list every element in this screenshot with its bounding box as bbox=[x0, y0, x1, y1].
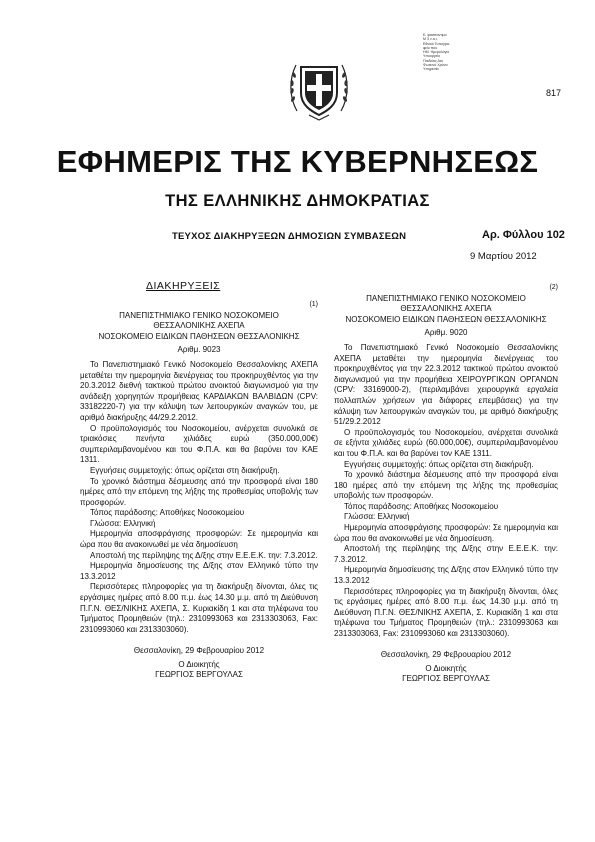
issue-date: 9 Μαρτίου 2012 bbox=[470, 251, 537, 262]
notice-number: (2) bbox=[549, 284, 558, 291]
notice-heading: ΝΟΣΟΚΟΜΕΙΟ ΕΙΔΙΚΩΝ ΠΑΘΗΣΕΩΝ ΘΕΣΣΑΛΟΝΙΚΗΣ bbox=[345, 314, 547, 324]
stamp-line: Παιδείας Δια bbox=[423, 58, 443, 63]
signatory-role: Ο Διοικητής bbox=[425, 663, 467, 673]
stamp-line: Φωτεινό Χρόνα bbox=[423, 63, 448, 68]
signatory-name: ΓΕΩΡΓΙΟΣ ΒΕΡΓΟΥΛΑΣ bbox=[402, 674, 490, 684]
section-heading: ΔΙΑΚΗΡΥΞΕΙΣ bbox=[146, 280, 221, 292]
notice-paragraph: Το Πανεπιστημιακό Γενικό Νοσοκομείο Θεσσαλονίκης ΑΧΕΠΑ μεταθέτει την ημερομηνία διενέργειας του προκηρυχθέντος για την 20.3.2012 διεθνή τακτικού πρώτου ανοικτού διαγωνισμού για την ανάδειξη χορηγητών προμήθειας ΚΑΡΔΙΑΚΩΝ ΒΑΛΒΙΔΩΝ (CPV: 33182220-7) για την κάλυψη των λειτουργικών αναγκών του, με αριθμό διακήρυξης 44/29.2.2012. bbox=[80, 359, 318, 422]
notice-paragraph: Αποστολή της περίληψης της Δ/ξης στην Ε.Ε.Ε.Κ. την: 7.3.2012. bbox=[90, 550, 318, 560]
notice-paragraph: Το χρονικό διάστημα δέσμευσης από την προσφορά είναι 180 ημέρες από την επόμενη της λήξης της προθεσμίας υποβολής των προσφορών. bbox=[80, 476, 318, 507]
stamp-line: Εθνικό Τυπογρα- bbox=[423, 41, 451, 46]
notice-paragraph: Ημερομηνία δημοσίευσης της Δ/ξης στον Ελληνικό τύπο την 13.3.2012 bbox=[334, 565, 558, 586]
notice-paragraph: Ημερομηνία δημοσίευσης της Δ/ξης στον Ελληνικό τύπο την 13.3.2012 bbox=[80, 561, 318, 581]
notice-paragraph: Περισσότερες πληροφορίες για τη διακήρυξη δίνονται, όλες τις εργάσιμες ημέρες από 8.00 π.μ. έως 14.30 μ.μ. από τη Διεύθυνση Π.Γ.Ν. ΘΕΣ/ΝΙΚΗΣ ΑΧΕΠΑ, Σ. Κυριακίδη 1 και στα τηλέφωνα του Τμήματος Προμηθειών (τηλ.: 2310993063 και 2313303063, Fax: 2310993060 και 2313303060). bbox=[334, 586, 558, 638]
stamp-line: φείο που bbox=[423, 45, 438, 50]
notice-paragraph: Ο προϋπολογισμός του Νοσοκομείου, ανέρχεται συνολικά σε τριακόσιες πενήντα χιλιάδες ευρώ (350.000,00€) συμπεριλαμβανομένου και του Φ.Π.Α. και θα βαρύνει τον ΚΑΕ 1311. bbox=[80, 423, 318, 465]
notice-paragraph: Γλώσσα: Ελληνική bbox=[90, 518, 156, 528]
notice-heading: ΠΑΝΕΠΙΣΤΗΜΙΑΚΟ ΓΕΝΙΚΟ ΝΟΣΟΚΟΜΕΙΟ bbox=[119, 310, 279, 320]
gazette-title: ΕΦΗΜΕΡΙΣ ΤΗΣ ΚΥΒΕΡΝΗΣΕΩΣ bbox=[56, 144, 539, 179]
notice-number: (1) bbox=[309, 301, 318, 308]
notice-paragraph: Τόπος παράδοσης: Αποθήκες Νοσοκομείου bbox=[344, 501, 499, 511]
notice-paragraph: Το χρονικό διάστημα δέσμευσης από την προσφορά είναι 180 ημέρες από την επόμενη της λήξης της προθεσμίας υποβολής των προσφορών. bbox=[334, 470, 558, 501]
notice-paragraph: Ημερομηνία αποσφράγισης προσφορών: Σε ημερομηνία και ώρα που θα ανακοινωθεί με νέα δημοσίευση. bbox=[334, 523, 558, 543]
signature-place-date: Θεσσαλονίκη, 29 Φεβρουαρίου 2012 bbox=[380, 650, 512, 660]
page-number: 817 bbox=[546, 88, 562, 98]
signature-place-date: Θεσσαλονίκη, 29 Φεβρουαρίου 2012 bbox=[133, 646, 265, 655]
signatory-role: Ο Διοικητής bbox=[178, 659, 220, 669]
notice-paragraph: Εγγυήσεις συμμετοχής: όπως ορίζεται στη διακήρυξη. bbox=[344, 459, 534, 469]
notice-paragraph: Εγγυήσεις συμμετοχής: όπως ορίζεται στη διακήρυξη. bbox=[90, 465, 280, 475]
stamp-line: Ε. φασπαντιμο bbox=[423, 33, 447, 37]
stamp-line: ΗΜ. Ημερολόγιο bbox=[423, 50, 450, 55]
signatory-name: ΓΕΩΡΓΙΟΣ ΒΕΡΓΟΥΛΑΣ bbox=[155, 670, 243, 680]
notice-paragraph: Τόπος παράδοσης: Αποθήκες Νοσοκομείου bbox=[90, 508, 245, 518]
notice-reference: Αριθμ. 9020 bbox=[424, 328, 468, 338]
publication-stamp bbox=[423, 33, 471, 72]
notice-right bbox=[334, 283, 558, 685]
stamp-line: Μ 3 ν.α.ι. bbox=[423, 37, 438, 42]
notice-reference: Αριθμ. 9023 bbox=[177, 345, 221, 355]
notice-heading: ΝΟΣΟΚΟΜΕΙΟ ΕΙΔΙΚΩΝ ΠΑΘΗΣΕΩΝ ΘΕΣΣΑΛΟΝΙΚΗΣ bbox=[98, 331, 300, 341]
notice-heading: ΘΕΣΣΑΛΟΝΙΚΗΣ ΑΧΕΠΑ bbox=[153, 321, 245, 331]
sheet-number: Αρ. Φύλλου 102 bbox=[482, 229, 565, 241]
stamp-line: Υπουργείο bbox=[423, 54, 441, 59]
stamp-line: Υπηρεσία bbox=[423, 67, 439, 72]
gazette-subtitle: ΤΗΣ ΕΛΛΗΝΙΚΗΣ ΔΗΜΟΚΡΑΤΙΑΣ bbox=[165, 192, 430, 210]
notice-paragraph: Περισσότερες πληροφορίες για τη διακήρυξη δίνονται, όλες τις εργάσιμες ημέρες από 8.00 π.μ. έως 14.30 μ.μ. από τη Διεύθυνση Π.Γ.Ν. ΘΕΣ/ΝΙΚΗΣ ΑΧΕΠΑ, Σ. Κυριακίδη 1 και στα τηλέφωνα του Τμήματος Προμηθειών (τηλ.: 2310993063 και 2313303063, Fax: 2310993060 και 2313303060). bbox=[80, 582, 318, 634]
notice-heading: ΠΑΝΕΠΙΣΤΗΜΙΑΚΟ ΓΕΝΙΚΟ ΝΟΣΟΚΟΜΕΙΟ bbox=[366, 293, 526, 303]
notice-paragraph: Γλώσσα: Ελληνική bbox=[344, 512, 410, 522]
notice-paragraph: Ο προϋπολογισμός του Νοσοκομείου, ανέρχεται συνολικά σε εξήντα χιλιάδες ευρώ (60.000,00€), συμπεριλαμβανομένου και του Φ.Π.Α. και θα βαρύνει τον ΚΑΕ 1311. bbox=[334, 427, 558, 458]
coat-of-arms-emblem bbox=[287, 53, 351, 121]
notice-heading: ΘΕΣΣΑΛΟΝΙΚΗΣ ΑΧΕΠΑ bbox=[400, 304, 492, 314]
notice-paragraph: Αποστολή της περίληψης της Δ/ξης στην Ε.Ε.Ε.Κ. την: 7.3.2012. bbox=[334, 544, 558, 564]
issue-series: ΤΕΥΧΟΣ ΔΙΑΚΗΡΥΞΕΩΝ ΔΗΜΟΣΙΩΝ ΣΥΜΒΑΣΕΩΝ bbox=[172, 231, 407, 242]
notice-paragraph: Το Πανεπιστημιακό Γενικό Νοσοκομείο Θεσσαλονίκης ΑΧΕΠΑ μεταθέτει την ημερομηνία διενέργειας του προκηρυχθέντος για την 22.3.2012 τακτικού πρώτου ανοικτού διαγωνισμού για την προμήθεια ΧΕΙΡΟΥΡΓΙΚΩΝ ΟΡΓΑΝΩΝ (CPV: 33169000-2), (περιλαμβάνει χειρουργικά εργαλεία πολλαπλών χρήσεων για διάφορες επεμβάσεις) για την κάλυψη των λειτουργικών αναγκών του, με αριθμό διακήρυξης 51/29.2.2012 bbox=[334, 342, 558, 427]
notice-paragraph: Ημερομηνία αποσφράγισης προσφορών: Σε ημερομηνία και ώρα που θα ανακοινωθεί με νέα δημοσίευση bbox=[80, 529, 318, 550]
notice-left bbox=[80, 300, 318, 681]
